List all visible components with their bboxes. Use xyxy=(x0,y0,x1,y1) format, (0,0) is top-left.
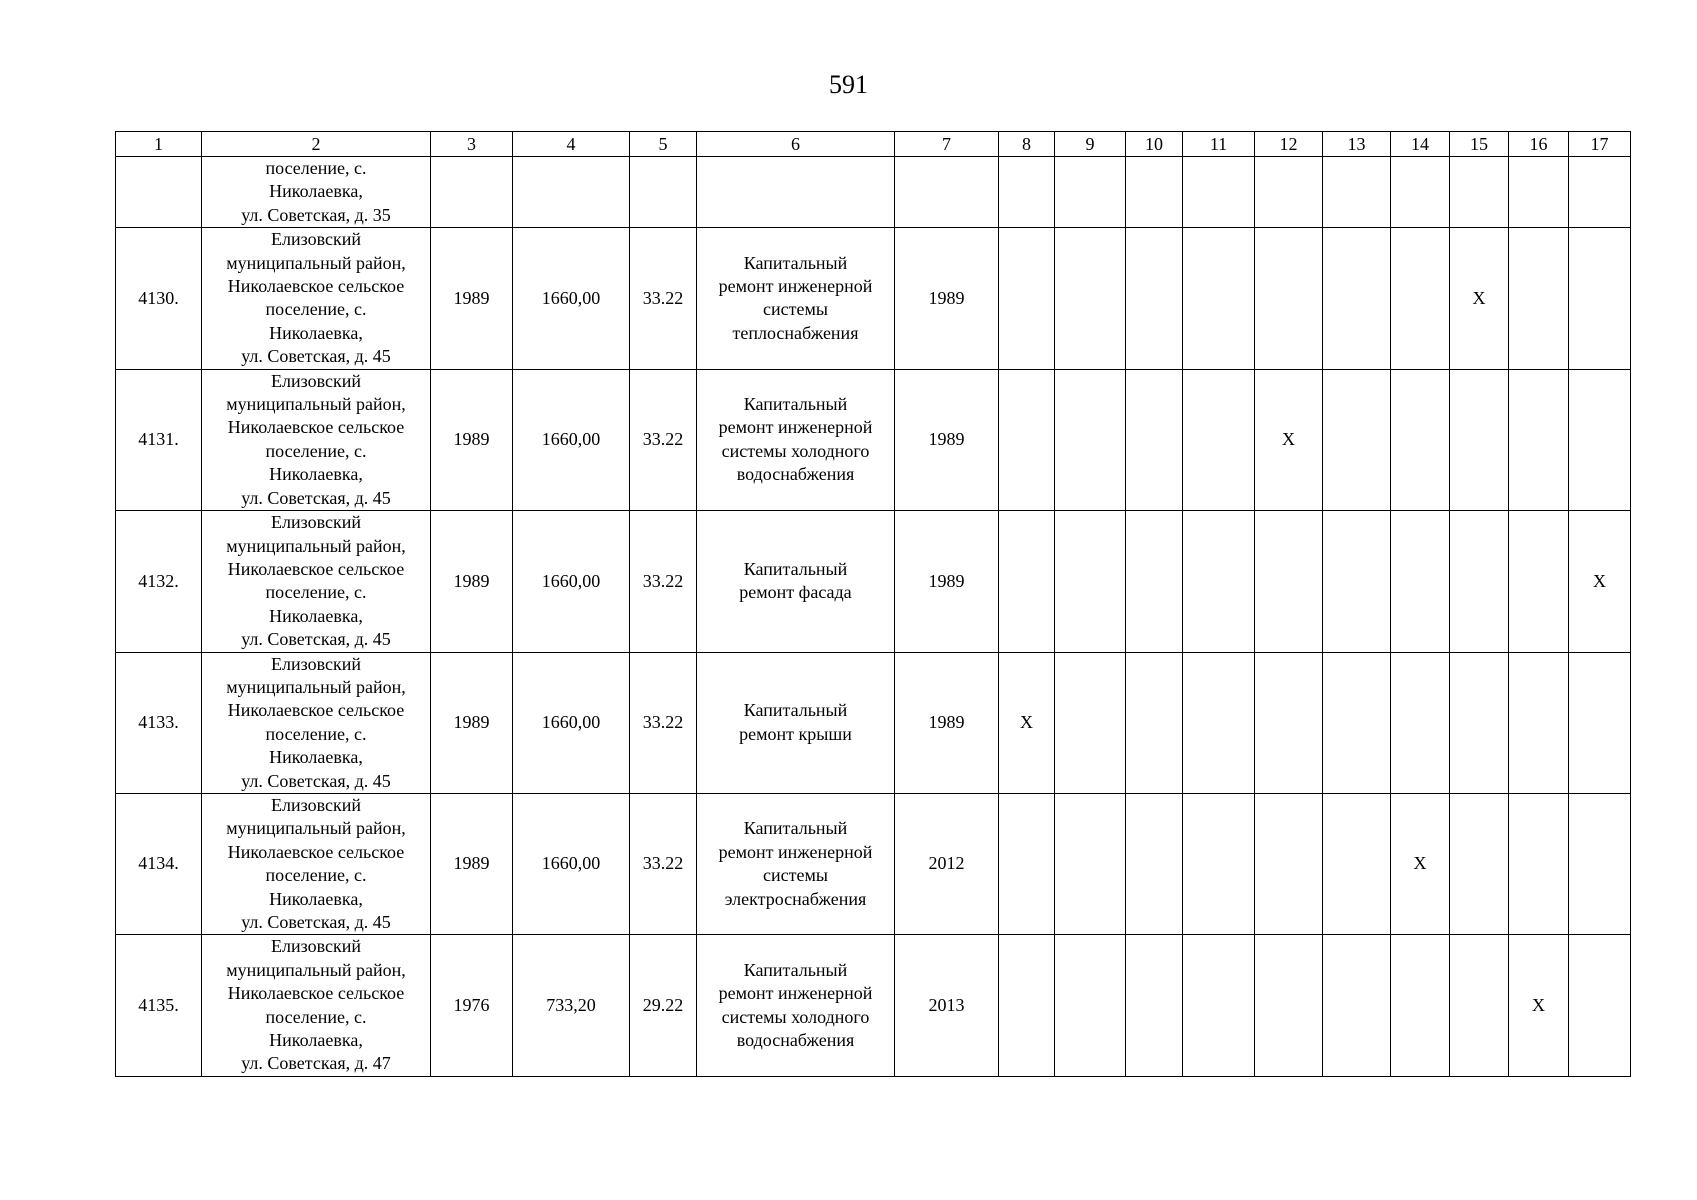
table-row xyxy=(116,793,1631,934)
area-cell: 1660,00 xyxy=(513,369,630,510)
mark-cell-col-12 xyxy=(1255,157,1323,228)
wear-cell: 33.22 xyxy=(630,228,697,369)
mark-cell-col-15 xyxy=(1450,369,1509,510)
mark-cell-col-8 xyxy=(999,228,1055,369)
address-cell xyxy=(202,793,431,934)
mark-cell-col-17 xyxy=(1569,369,1631,510)
work-type-cell-line: электроснабжения xyxy=(724,888,867,909)
work-year-cell: 1989 xyxy=(895,652,999,793)
area-cell: 1660,00 xyxy=(513,511,630,652)
work-year-cell: 2013 xyxy=(895,935,999,1076)
mark-cell-col-11 xyxy=(1183,793,1255,934)
table-row xyxy=(116,369,1631,510)
address-cell-line: поселение, с. xyxy=(265,299,367,320)
address-cell-line: муниципальный район, xyxy=(226,818,406,839)
mark-cell-col-12 xyxy=(1255,228,1323,369)
mark-cell-col-14 xyxy=(1391,511,1450,652)
address-cell-line: Николаевка, xyxy=(269,181,363,202)
mark-cell-col-11 xyxy=(1183,157,1255,228)
address-cell-line: муниципальный район, xyxy=(226,676,406,697)
address-cell-line: Николаевка, xyxy=(269,1030,363,1051)
work-type-cell xyxy=(697,511,895,652)
column-header-4: 4 xyxy=(513,132,630,157)
address-cell-line: муниципальный район, xyxy=(226,959,406,980)
mark-cell-col-8 xyxy=(999,935,1055,1076)
work-type-cell-line: системы xyxy=(763,299,828,320)
column-header-10: 10 xyxy=(1126,132,1183,157)
area-cell: 1660,00 xyxy=(513,793,630,934)
mark-cell-col-9 xyxy=(1055,652,1126,793)
column-header-14: 14 xyxy=(1391,132,1450,157)
address-cell-line: Николаевское сельское xyxy=(227,276,405,297)
work-type-cell-line: Капитальный xyxy=(743,252,848,273)
mark-cell-col-14 xyxy=(1391,228,1450,369)
mark-cell-col-10 xyxy=(1126,369,1183,510)
column-header-12: 12 xyxy=(1255,132,1323,157)
mark-cell-col-15 xyxy=(1450,652,1509,793)
mark-cell-col-10 xyxy=(1126,793,1183,934)
wear-cell: 33.22 xyxy=(630,793,697,934)
mark-cell-col-16: X xyxy=(1509,935,1569,1076)
work-type-cell-line: ремонт крыши xyxy=(739,723,852,744)
mark-cell-col-17: X xyxy=(1569,511,1631,652)
work-type-cell xyxy=(697,369,895,510)
column-header-13: 13 xyxy=(1323,132,1391,157)
work-year-cell: 2012 xyxy=(895,793,999,934)
address-cell-line: Николаевское сельское xyxy=(227,700,405,721)
mark-cell-col-16 xyxy=(1509,793,1569,934)
mark-cell-col-10 xyxy=(1126,652,1183,793)
work-type-cell-line: теплоснабжения xyxy=(732,322,859,343)
address-cell-line: муниципальный район, xyxy=(226,535,406,556)
mark-cell-col-14: X xyxy=(1391,793,1450,934)
area-cell: 1660,00 xyxy=(513,228,630,369)
address-cell xyxy=(202,511,431,652)
work-type-cell-line: ремонт инженерной xyxy=(718,417,873,438)
column-header-11: 11 xyxy=(1183,132,1255,157)
address-cell-line: поселение, с. xyxy=(265,1006,367,1027)
work-year-cell xyxy=(895,157,999,228)
mark-cell-col-12: X xyxy=(1255,369,1323,510)
work-type-cell-line: водоснабжения xyxy=(736,1030,855,1051)
table-body xyxy=(116,157,1631,1077)
mark-cell-col-8 xyxy=(999,369,1055,510)
build-year-cell: 1989 xyxy=(431,511,513,652)
address-cell-line: поселение, с. xyxy=(265,865,367,886)
mark-cell-col-16 xyxy=(1509,369,1569,510)
mark-cell-col-15 xyxy=(1450,935,1509,1076)
address-cell xyxy=(202,228,431,369)
address-cell-line: ул. Советская, д. 45 xyxy=(241,629,391,650)
address-cell xyxy=(202,157,431,228)
column-header-5: 5 xyxy=(630,132,697,157)
work-type-cell xyxy=(697,935,895,1076)
table-row xyxy=(116,511,1631,652)
address-cell-line: Николаевское сельское xyxy=(227,417,405,438)
address-cell-line: ул. Советская, д. 35 xyxy=(241,204,391,225)
table-row xyxy=(116,935,1631,1076)
mark-cell-col-15: X xyxy=(1450,228,1509,369)
build-year-cell: 1976 xyxy=(431,935,513,1076)
column-header-9: 9 xyxy=(1055,132,1126,157)
column-header-1: 1 xyxy=(116,132,202,157)
mark-cell-col-15 xyxy=(1450,793,1509,934)
address-cell-line: Николаевское сельское xyxy=(227,558,405,579)
mark-cell-col-11 xyxy=(1183,369,1255,510)
wear-cell: 33.22 xyxy=(630,652,697,793)
wear-cell: 29.22 xyxy=(630,935,697,1076)
mark-cell-col-16 xyxy=(1509,157,1569,228)
mark-cell-col-13 xyxy=(1323,369,1391,510)
mark-cell-col-13 xyxy=(1323,228,1391,369)
mark-cell-col-17 xyxy=(1569,652,1631,793)
mark-cell-col-13 xyxy=(1323,652,1391,793)
mark-cell-col-10 xyxy=(1126,935,1183,1076)
column-header-6: 6 xyxy=(697,132,895,157)
mark-cell-col-11 xyxy=(1183,511,1255,652)
address-cell-line: Николаевское сельское xyxy=(227,841,405,862)
work-type-cell-line: системы холодного xyxy=(721,1006,870,1027)
build-year-cell: 1989 xyxy=(431,369,513,510)
column-header-7: 7 xyxy=(895,132,999,157)
work-type-cell-line: ремонт инженерной xyxy=(718,983,873,1004)
mark-cell-col-12 xyxy=(1255,511,1323,652)
mark-cell-col-17 xyxy=(1569,157,1631,228)
mark-cell-col-14 xyxy=(1391,935,1450,1076)
address-cell xyxy=(202,935,431,1076)
mark-cell-col-12 xyxy=(1255,652,1323,793)
work-type-cell-line: ремонт инженерной xyxy=(718,841,873,862)
mark-cell-col-12 xyxy=(1255,793,1323,934)
mark-cell-col-11 xyxy=(1183,228,1255,369)
address-cell-line: Николаевка, xyxy=(269,605,363,626)
mark-cell-col-13 xyxy=(1323,793,1391,934)
mark-cell-col-14 xyxy=(1391,157,1450,228)
column-header-3: 3 xyxy=(431,132,513,157)
address-cell-line: Николаевка, xyxy=(269,464,363,485)
work-type-cell-line: ремонт фасада xyxy=(739,582,852,603)
mark-cell-col-8 xyxy=(999,793,1055,934)
register-table xyxy=(115,131,1631,1077)
mark-cell-col-11 xyxy=(1183,935,1255,1076)
address-cell-line: Елизовский xyxy=(270,370,361,391)
address-cell-line: ул. Советская, д. 45 xyxy=(241,346,391,367)
address-cell-line: поселение, с. xyxy=(265,723,367,744)
mark-cell-col-10 xyxy=(1126,157,1183,228)
work-type-cell xyxy=(697,793,895,934)
work-type-cell-line: ремонт инженерной xyxy=(718,276,873,297)
mark-cell-col-8: X xyxy=(999,652,1055,793)
mark-cell-col-14 xyxy=(1391,369,1450,510)
mark-cell-col-11 xyxy=(1183,652,1255,793)
work-type-cell-line: Капитальный xyxy=(743,394,848,415)
address-cell-line: поселение, с. xyxy=(265,440,367,461)
table-row xyxy=(116,228,1631,369)
address-cell-line: ул. Советская, д. 45 xyxy=(241,912,391,932)
wear-cell xyxy=(630,157,697,228)
wear-cell: 33.22 xyxy=(630,511,697,652)
address-cell xyxy=(202,369,431,510)
work-type-cell xyxy=(697,228,895,369)
mark-cell-col-16 xyxy=(1509,228,1569,369)
mark-cell-col-9 xyxy=(1055,793,1126,934)
mark-cell-col-15 xyxy=(1450,511,1509,652)
work-year-cell: 1989 xyxy=(895,228,999,369)
mark-cell-col-13 xyxy=(1323,511,1391,652)
work-type-cell-line: Капитальный xyxy=(743,558,848,579)
mark-cell-col-9 xyxy=(1055,935,1126,1076)
wear-cell: 33.22 xyxy=(630,369,697,510)
work-type-cell-line: Капитальный xyxy=(743,818,848,839)
work-type-cell-line: системы xyxy=(763,865,828,886)
row-number-cell: 4134. xyxy=(116,793,202,934)
address-cell-line: Елизовский xyxy=(270,794,361,815)
address-cell-line: Николаевка, xyxy=(269,322,363,343)
build-year-cell: 1989 xyxy=(431,793,513,934)
address-cell-line: Николаевское сельское xyxy=(227,983,405,1004)
work-type-cell xyxy=(697,652,895,793)
mark-cell-col-17 xyxy=(1569,228,1631,369)
build-year-cell: 1989 xyxy=(431,228,513,369)
column-number-row xyxy=(116,132,1631,157)
address-cell-line: Николаевка, xyxy=(269,888,363,909)
build-year-cell: 1989 xyxy=(431,652,513,793)
column-header-2: 2 xyxy=(202,132,431,157)
column-header-8: 8 xyxy=(999,132,1055,157)
mark-cell-col-9 xyxy=(1055,369,1126,510)
address-cell-line: Елизовский xyxy=(270,229,361,250)
work-type-cell xyxy=(697,157,895,228)
work-type-cell-line: водоснабжения xyxy=(736,464,855,485)
mark-cell-col-12 xyxy=(1255,935,1323,1076)
mark-cell-col-10 xyxy=(1126,511,1183,652)
table-row xyxy=(116,652,1631,793)
row-number-cell: 4131. xyxy=(116,369,202,510)
address-cell-line: Николаевка, xyxy=(269,747,363,768)
mark-cell-col-14 xyxy=(1391,652,1450,793)
mark-cell-col-15 xyxy=(1450,157,1509,228)
mark-cell-col-9 xyxy=(1055,228,1126,369)
address-cell-line: поселение, с. xyxy=(265,582,367,603)
work-type-cell-line: Капитальный xyxy=(743,959,848,980)
mark-cell-col-17 xyxy=(1569,793,1631,934)
area-cell: 1660,00 xyxy=(513,652,630,793)
build-year-cell xyxy=(431,157,513,228)
mark-cell-col-16 xyxy=(1509,511,1569,652)
mark-cell-col-16 xyxy=(1509,652,1569,793)
address-cell-line: Елизовский xyxy=(270,936,361,957)
mark-cell-col-13 xyxy=(1323,157,1391,228)
mark-cell-col-10 xyxy=(1126,228,1183,369)
column-header-16: 16 xyxy=(1509,132,1569,157)
address-cell-line: муниципальный район, xyxy=(226,252,406,273)
address-cell-line: Елизовский xyxy=(270,653,361,674)
address-cell-line: поселение, с. xyxy=(265,158,367,178)
mark-cell-col-9 xyxy=(1055,511,1126,652)
row-number-cell: 4130. xyxy=(116,228,202,369)
mark-cell-col-9 xyxy=(1055,157,1126,228)
row-number-cell: 4135. xyxy=(116,935,202,1076)
work-type-cell-line: системы холодного xyxy=(721,440,870,461)
area-cell: 733,20 xyxy=(513,935,630,1076)
mark-cell-col-8 xyxy=(999,157,1055,228)
column-header-17: 17 xyxy=(1569,132,1631,157)
address-cell-line: ул. Советская, д. 47 xyxy=(241,1053,391,1074)
work-year-cell: 1989 xyxy=(895,369,999,510)
address-cell-line: ул. Советская, д. 45 xyxy=(241,770,391,791)
mark-cell-col-8 xyxy=(999,511,1055,652)
row-number-cell xyxy=(116,157,202,228)
work-type-cell-line: Капитальный xyxy=(743,700,848,721)
row-number-cell: 4133. xyxy=(116,652,202,793)
area-cell xyxy=(513,157,630,228)
address-cell-line: муниципальный район, xyxy=(226,394,406,415)
address-cell-line: Елизовский xyxy=(270,512,361,533)
work-year-cell: 1989 xyxy=(895,511,999,652)
mark-cell-col-17 xyxy=(1569,935,1631,1076)
column-header-15: 15 xyxy=(1450,132,1509,157)
row-number-cell: 4132. xyxy=(116,511,202,652)
page-number: 591 xyxy=(829,70,868,99)
mark-cell-col-13 xyxy=(1323,935,1391,1076)
address-cell-line: ул. Советская, д. 45 xyxy=(241,487,391,508)
table-row xyxy=(116,157,1631,228)
address-cell xyxy=(202,652,431,793)
